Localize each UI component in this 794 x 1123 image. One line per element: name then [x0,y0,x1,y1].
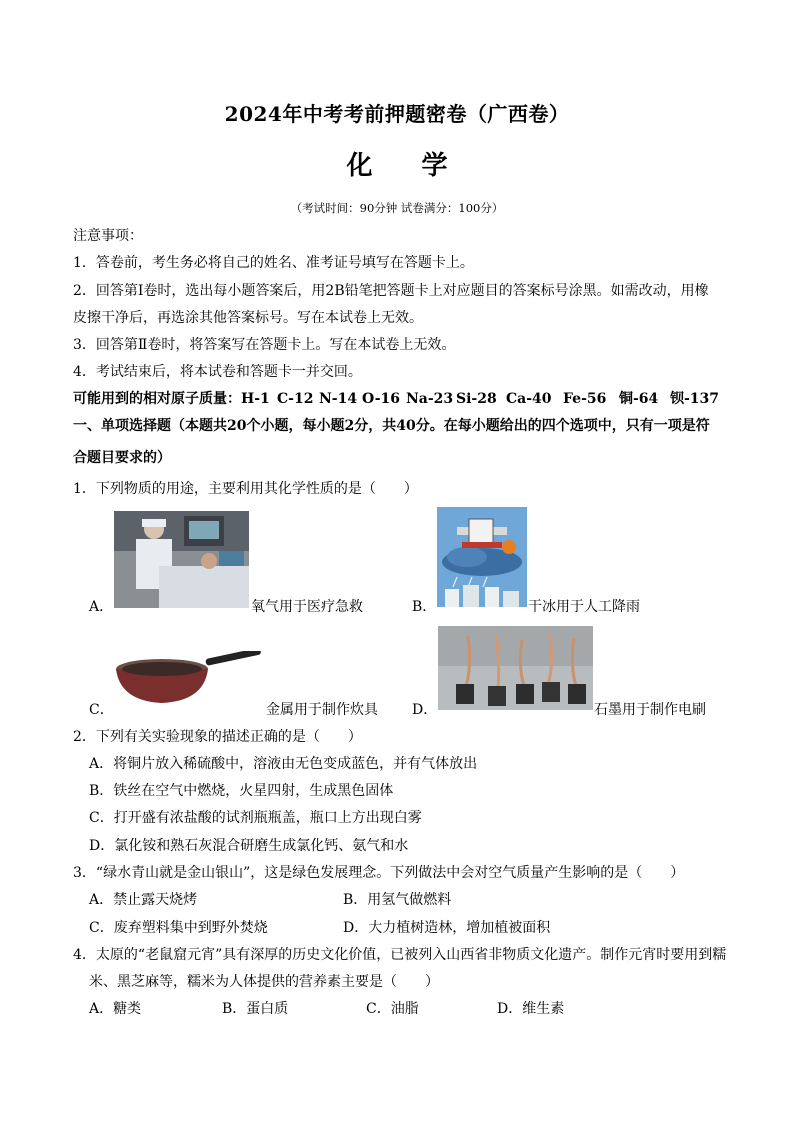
atomic-mass-fe: Fe-56 [563,391,607,407]
q3-option-b: B．用氢气做燃料 [343,892,452,908]
notes-heading: 注意事项： [73,228,143,244]
dry-ice-rain-image [437,507,527,607]
q2-option-a: A．将铜片放入稀硫酸中，溶液由无色变成蓝色，并有气体放出 [89,756,478,772]
q3-option-a: A．禁止露天烧烤 [89,892,198,908]
atomic-mass-cu: 铜-64 [619,391,659,407]
note-item: 1．答卷前，考生务必将自己的姓名、准考证号填写在答题卡上。 [73,255,474,271]
q2-option-b: B．铁丝在空气中燃烧，火星四射，生成黑色固体 [89,783,394,799]
note-item: 2．回答第Ⅰ卷时，选出每小题答案后，用2B铅笔把答题卡上对应题目的答案标号涂黑。如需改动，用橡 [73,283,709,299]
q1-option-b-letter: B． [412,599,437,615]
atomic-mass-ca: Ca-40 [506,391,552,407]
question-3-stem: 3．“绿水青山就是金山银山”，这是绿色发展理念。下列做法中会对空气质量产生影响的是（ ） [73,865,685,881]
atomic-mass-si: Si-28 [456,391,497,407]
wok-image [112,651,264,706]
q4-option-c: C．油脂 [366,1001,419,1017]
q2-option-d: D．氯化铵和熟石灰混合研磨生成氯化钙、氨气和水 [89,838,409,854]
graphite-brush-image [438,626,593,710]
q1-option-b-text: 干冰用于人工降雨 [528,599,640,615]
question-1-stem: 1．下列物质的用途，主要利用其化学性质的是（ ） [73,481,418,497]
question-4-stem: 4．太原的“老鼠窟元宵”具有深厚的历史文化价值，已被列入山西省非物质文化遗产。制作元宵时要用到糯 [73,947,727,963]
q1-option-a-letter: A． [89,599,114,615]
q3-option-d: D．大力植树造林，增加植被面积 [343,920,551,936]
atomic-mass-label: 可能用到的相对原子质量： [73,391,241,407]
question-4-stem-cont: 米、黑芝麻等，糯米为人体提供的营养素主要是（ ） [89,974,439,990]
q1-option-c-text: 金属用于制作炊具 [266,702,378,718]
note-item: 3．回答第Ⅱ卷时，将答案写在答题卡上。写在本试卷上无效。 [73,337,456,353]
note-item: 皮擦干净后，再选涂其他答案标号。写在本试卷上无效。 [73,310,423,326]
section-heading-cont: 合题目要求的） [73,450,171,466]
q4-option-d: D．维生素 [497,1001,565,1017]
q1-option-a-text: 氧气用于医疗急救 [251,599,363,615]
question-2-stem: 2．下列有关实验现象的描述正确的是（ ） [73,729,362,745]
exam-info: （考试时间：90分钟 试卷满分：100分） [290,201,504,215]
atomic-mass-o: O-16 [362,391,401,407]
note-item: 4．考试结束后，将本试卷和答题卡一并交回。 [73,364,362,380]
exam-title: 2024年中考考前押题密卷（广西卷） [224,102,570,126]
q1-option-c-letter: C． [89,702,114,718]
q4-option-a: A．糖类 [89,1001,142,1017]
q2-option-c: C．打开盛有浓盐酸的试剂瓶瓶盖，瓶口上方出现白雾 [89,810,422,826]
atomic-mass-na: Na-23 [406,391,454,407]
q4-option-b: B．蛋白质 [222,1001,289,1017]
atomic-mass-h: H-1 [241,391,270,407]
section-heading: 一、单项选择题（本题共20个小题，每小题2分，共40分。在每小题给出的四个选项中，只有一项是符 [73,418,710,434]
atomic-mass-n: N-14 [319,391,358,407]
subject-title: 化 学 [346,151,468,181]
oxygen-medical-image [114,511,249,608]
atomic-mass-c: C-12 [277,391,314,407]
q1-option-d-text: 石墨用于制作电刷 [594,702,706,718]
atomic-mass-ba: 钡-137 [670,391,720,407]
q1-option-d-letter: D． [412,702,438,718]
q3-option-c: C．废弃塑料集中到野外焚烧 [89,920,268,936]
